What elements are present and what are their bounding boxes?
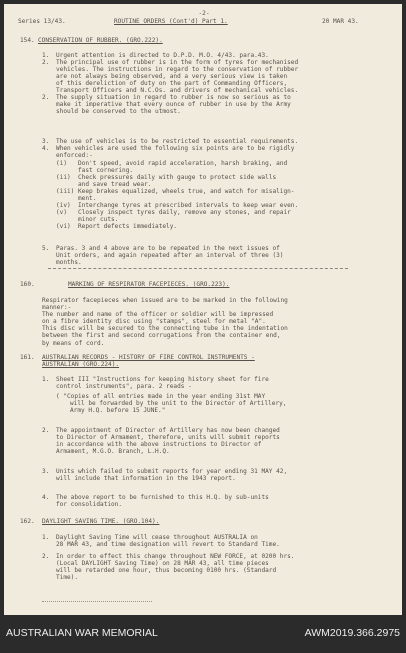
para-text: The above report to be furnished to this H.Q. by sub-units for consolidation. [56,494,269,509]
para-number: 2. [42,59,50,66]
para-number: 2. [42,94,50,101]
section-heading: MARKING OF RESPIRATOR FACEPIECES. (GRO.223). [68,281,230,288]
section-heading: AUSTRALIAN RECORDS - HISTORY OF FIRE CONTROL INSTRUMENTS - AUSTRALIAN (GRO.224). [42,354,255,369]
para-text: Sheet III "Instructions for keeping history sheet for fire control instruments", para. 2 reads - ( "Copies of all entries made in the year ending 31st MAY will be forwarded by the unit to the Director of Artillery, Army H.Q. before 15 JUNE." [56,376,287,415]
para-text: The appointment of Director of Artillery has now been changed to Director of Armament, therefore, units will submit reports in accordance with the above instructions to Director of Armament, M.G.O. Branch, L.H.Q. [56,427,280,456]
para-text: Paras. 3 and 4 above are to be repeated in the next issues of Unit orders, and again repeated after an interval of three (3) months. [56,245,284,267]
section-number: 161. [20,354,35,361]
para-text: Daylight Saving Time will cease throughout AUSTRALIA on 28 MAR 43, and time designation will revert to Standard Time. [56,534,280,549]
archive-footer [0,617,406,653]
document-date: 20 MAR 43. [322,18,359,25]
para-text: The use of vehicles is to be restricted to essential requirements. [56,138,299,145]
section-number: 160. [20,281,35,288]
para-text: Respirator facepieces when issued are to be marked in the following manner:- The number and name of the officer or soldier will be impressed on a fibre identity disc using "stamps", steel for metal "A". This disc will be secured to the connecting tube in the indentation between the first and second corrugations from the container end, by means of cord. [42,297,288,347]
para-text: When vehicles are used the following six points are to be rigidly enforced:- [56,145,295,160]
para-text: The supply situation in regard to rubber is now so serious as to make it imperative that every ounce of rubber in use by the Army should be conserved to the utmost. [56,94,291,116]
para-number: 1. [42,52,50,59]
para-number: 4. [42,494,50,501]
footer-institution: AUSTRALIAN WAR MEMORIAL [6,627,158,639]
para-number: 4. [42,145,50,152]
section-number: 154. [20,37,35,44]
section-heading: DAYLIGHT SAVING TIME. (GRO.104). [42,518,160,525]
para-text: In order to effect this change throughout NEW FORCE, at 0200 hrs. (Local DAYLIGHT Saving Time) on 28 MAR 43, all time pieces will be retarded one hour, thus becoming 0100 hrs. (Standard Time). [56,553,295,582]
page-number: -2- [198,10,210,17]
section-heading: CONSERVATION OF RUBBER. (GRO.222). [38,37,163,44]
footer-accession-id: AWM2019.366.2975 [304,627,400,639]
document-page: -2- Series 13/43. ROUTINE ORDERS (Cont'd) Part 1. 20 MAR 43. 154. CONSERVATION OF RUBBER. (GRO.222). 1. Urgent attention is directed to D.P.D. M.O. 4/43. para.43. 2. The principal use of rubber is in the form of tyres for mechanised vehicles. The instructions in regard to the conservation of rubber are not always being observed, and a very serious view is taken of this dereliction of duty on the part of Commanding Officers, Transport Officers and N.C.Os. and drivers of mechanical vehicles. 2. The supply situation in regard to rubber is now so serious as to make it imperative that every ounce of rubber in use by the Army should be conserved to the utmost. 3. The use of vehicles is to be restricted to essential requirements. 4. When vehicles are used the following six points are to be rigidly enforced:- (i) Don't speed, avoid rapid acceleration, harsh braking, and fast cornering. (ii) Check pressures daily with gauge to protect side walls and save tread wear. (iii) Keep brakes equalized, wheels true, and watch for misalign- ment. (iv) Interchange tyres at prescribed intervals to keep wear even. (v) Closely inspect tyres daily, remove any stones, and repair minor cuts. (vi) Report defects immediately. 5. Paras. 3 and 4 above are to be repeated in the next issues of Unit orders, and again repeated after an interval of three (3) months. 160. MARKING OF RESPIRATOR FACEPIECES. (GRO.223). Respirator facepieces when issued are to be marked in the following manner:- The number and name of the officer or soldier will be impressed on a fibre identity disc using "stamps", steel for metal "A". This disc will be secured to the connecting tube in the indentation between the first and second corrugations from the container end, by means of cord. 161. AUSTRALIAN RECORDS - HISTORY OF FIRE CONTROL INSTRUMENTS - AUSTRALIAN (GRO.224). 1. Sheet III "Instructions for keeping history sheet for fire control instruments", para. 2 reads - ( "Copies of all entries made in the year ending 31st MAY will be forwarded by the unit to the Director of Artillery, Army H.Q. before 15 JUNE." 2. The appointment of Director of Artillery has now been changed to Director of Armament, therefore, units will submit reports in accordance with the above instructions to Director of Armament, M.G.O. Branch, L.H.Q. 3. Units which failed to submit reports for year ending 31 MAY 42, will include that information in the 1943 report. 4. The above report to be furnished to this H.Q. by sub-units for consolidation. 162. DAYLIGHT SAVING TIME. (GRO.104). 1. Daylight Saving Time will cease throughout AUSTRALIA on 28 MAR 43, and time designation will revert to Standard Time. 2. In order to effect this change throughout NEW FORCE, at 0200 hrs. (Local DAYLIGHT Saving Time) on 28 MAR 43, all time pieces will be retarded one hour, thus becoming 0100 hrs. (Standard Time). [4,4,402,615]
faded-mark [42,601,152,608]
para-number: 5. [42,245,50,252]
para-number: 1. [42,534,50,541]
para-number: 3. [42,138,50,145]
series-label: Series 13/43. [18,18,66,25]
para-number: 1. [42,376,50,383]
para-number: 2. [42,553,50,560]
para-number: 2. [42,427,50,434]
para-number: 3. [42,468,50,475]
document-title: ROUTINE ORDERS (Cont'd) Part 1. [114,18,228,25]
section-number: 162. [20,518,35,525]
section-divider [48,268,348,269]
para-text: The principal use of rubber is in the form of tyres for mechanised vehicles. The instructions in regard to the conservation of rubber are not always being observed, and a very serious view is taken of this dereliction of duty on the part of Commanding Officers, Transport Officers and N.C.Os. and drivers of mechanical vehicles. [56,59,299,95]
para-text: Urgent attention is directed to D.P.D. M.O. 4/43. para.43. [56,52,269,59]
para-text: Units which failed to submit reports for year ending 31 MAY 42, will include that information in the 1943 report. [56,468,288,483]
